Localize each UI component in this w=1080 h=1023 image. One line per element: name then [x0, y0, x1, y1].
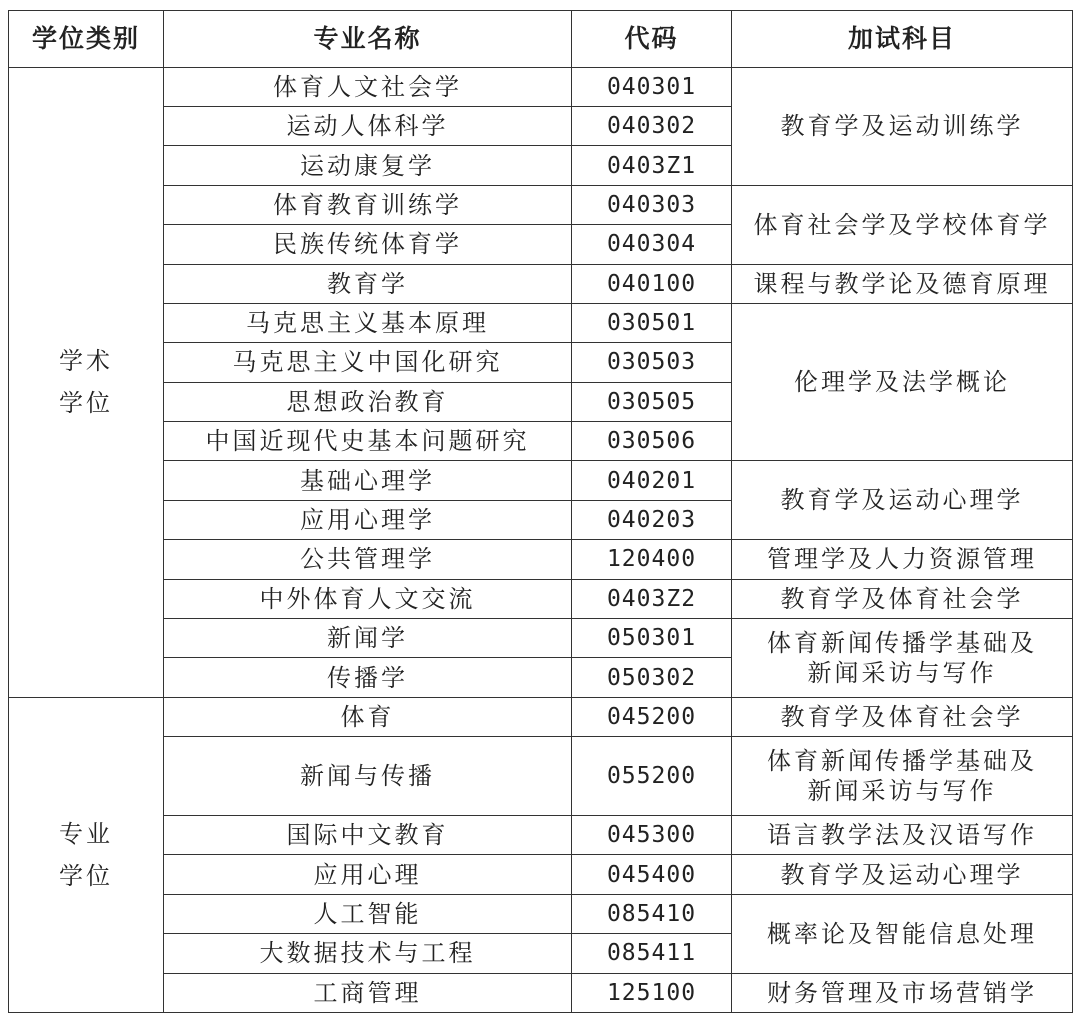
major-name: 工商管理 — [164, 973, 572, 1012]
major-code: 085410 — [572, 894, 732, 933]
major-code: 125100 — [572, 973, 732, 1012]
exam-subject: 课程与教学论及德育原理 — [732, 264, 1073, 303]
table-row — [9, 894, 1073, 933]
exam-subject: 教育学及运动心理学 — [732, 461, 1073, 540]
major-name: 基础心理学 — [164, 461, 572, 500]
major-code: 030501 — [572, 303, 732, 342]
table-row — [9, 303, 1073, 342]
major-code: 055200 — [572, 737, 732, 816]
table-row — [9, 540, 1073, 579]
table-row — [9, 67, 1073, 106]
major-code: 045200 — [572, 697, 732, 736]
major-code: 030506 — [572, 422, 732, 461]
exam-subject: 语言教学法及汉语写作 — [732, 815, 1073, 854]
major-name: 中外体育人文交流 — [164, 579, 572, 618]
major-name: 新闻学 — [164, 619, 572, 658]
major-name: 马克思主义中国化研究 — [164, 343, 572, 382]
table-row — [9, 973, 1073, 1012]
table-header-row — [9, 11, 1073, 68]
table-row — [9, 855, 1073, 894]
table-row — [9, 815, 1073, 854]
major-code: 085411 — [572, 934, 732, 973]
major-name: 人工智能 — [164, 894, 572, 933]
major-name: 教育学 — [164, 264, 572, 303]
major-name: 体育人文社会学 — [164, 67, 572, 106]
major-name: 中国近现代史基本问题研究 — [164, 422, 572, 461]
major-code: 120400 — [572, 540, 732, 579]
major-name: 运动人体科学 — [164, 106, 572, 145]
header-code: 代码 — [572, 11, 732, 68]
major-code: 040201 — [572, 461, 732, 500]
exam-subject: 管理学及人力资源管理 — [732, 540, 1073, 579]
table-row — [9, 461, 1073, 500]
exam-subject: 教育学及运动心理学 — [732, 855, 1073, 894]
exam-subject: 财务管理及市场营销学 — [732, 973, 1073, 1012]
header-category: 学位类别 — [9, 11, 164, 68]
major-name: 国际中文教育 — [164, 815, 572, 854]
major-name: 体育教育训练学 — [164, 185, 572, 224]
major-name: 传播学 — [164, 658, 572, 697]
table-row — [9, 619, 1073, 658]
table-row — [9, 697, 1073, 736]
major-name: 新闻与传播 — [164, 737, 572, 816]
exam-subject: 体育社会学及学校体育学 — [732, 185, 1073, 264]
major-name: 民族传统体育学 — [164, 225, 572, 264]
exam-subject: 教育学及体育社会学 — [732, 579, 1073, 618]
major-code: 040203 — [572, 500, 732, 539]
table-row — [9, 737, 1073, 816]
exam-subject: 体育新闻传播学基础及 新闻采访与写作 — [732, 619, 1073, 698]
major-code: 045300 — [572, 815, 732, 854]
major-code: 040302 — [572, 106, 732, 145]
major-code: 050301 — [572, 619, 732, 658]
major-name: 大数据技术与工程 — [164, 934, 572, 973]
table-row — [9, 579, 1073, 618]
major-code: 0403Z1 — [572, 146, 732, 185]
exam-subject: 概率论及智能信息处理 — [732, 894, 1073, 973]
exam-subjects-table — [8, 10, 1073, 1013]
major-code: 040304 — [572, 225, 732, 264]
major-name: 思想政治教育 — [164, 382, 572, 421]
major-code: 040303 — [572, 185, 732, 224]
major-name: 马克思主义基本原理 — [164, 303, 572, 342]
major-name: 运动康复学 — [164, 146, 572, 185]
major-code: 040100 — [572, 264, 732, 303]
header-major: 专业名称 — [164, 11, 572, 68]
category-academic: 学术 学位 — [9, 67, 164, 697]
major-name: 应用心理学 — [164, 500, 572, 539]
table-row — [9, 264, 1073, 303]
major-name: 公共管理学 — [164, 540, 572, 579]
table-row — [9, 185, 1073, 224]
major-code: 0403Z2 — [572, 579, 732, 618]
exam-subject: 教育学及运动训练学 — [732, 67, 1073, 185]
major-code: 030503 — [572, 343, 732, 382]
major-name: 体育 — [164, 697, 572, 736]
major-code: 030505 — [572, 382, 732, 421]
exam-subject: 伦理学及法学概论 — [732, 303, 1073, 461]
category-professional: 专业 学位 — [9, 697, 164, 1012]
exam-subject: 体育新闻传播学基础及 新闻采访与写作 — [732, 737, 1073, 816]
major-code: 040301 — [572, 67, 732, 106]
major-code: 050302 — [572, 658, 732, 697]
exam-subject: 教育学及体育社会学 — [732, 697, 1073, 736]
major-code: 045400 — [572, 855, 732, 894]
major-name: 应用心理 — [164, 855, 572, 894]
header-exam: 加试科目 — [732, 11, 1073, 68]
